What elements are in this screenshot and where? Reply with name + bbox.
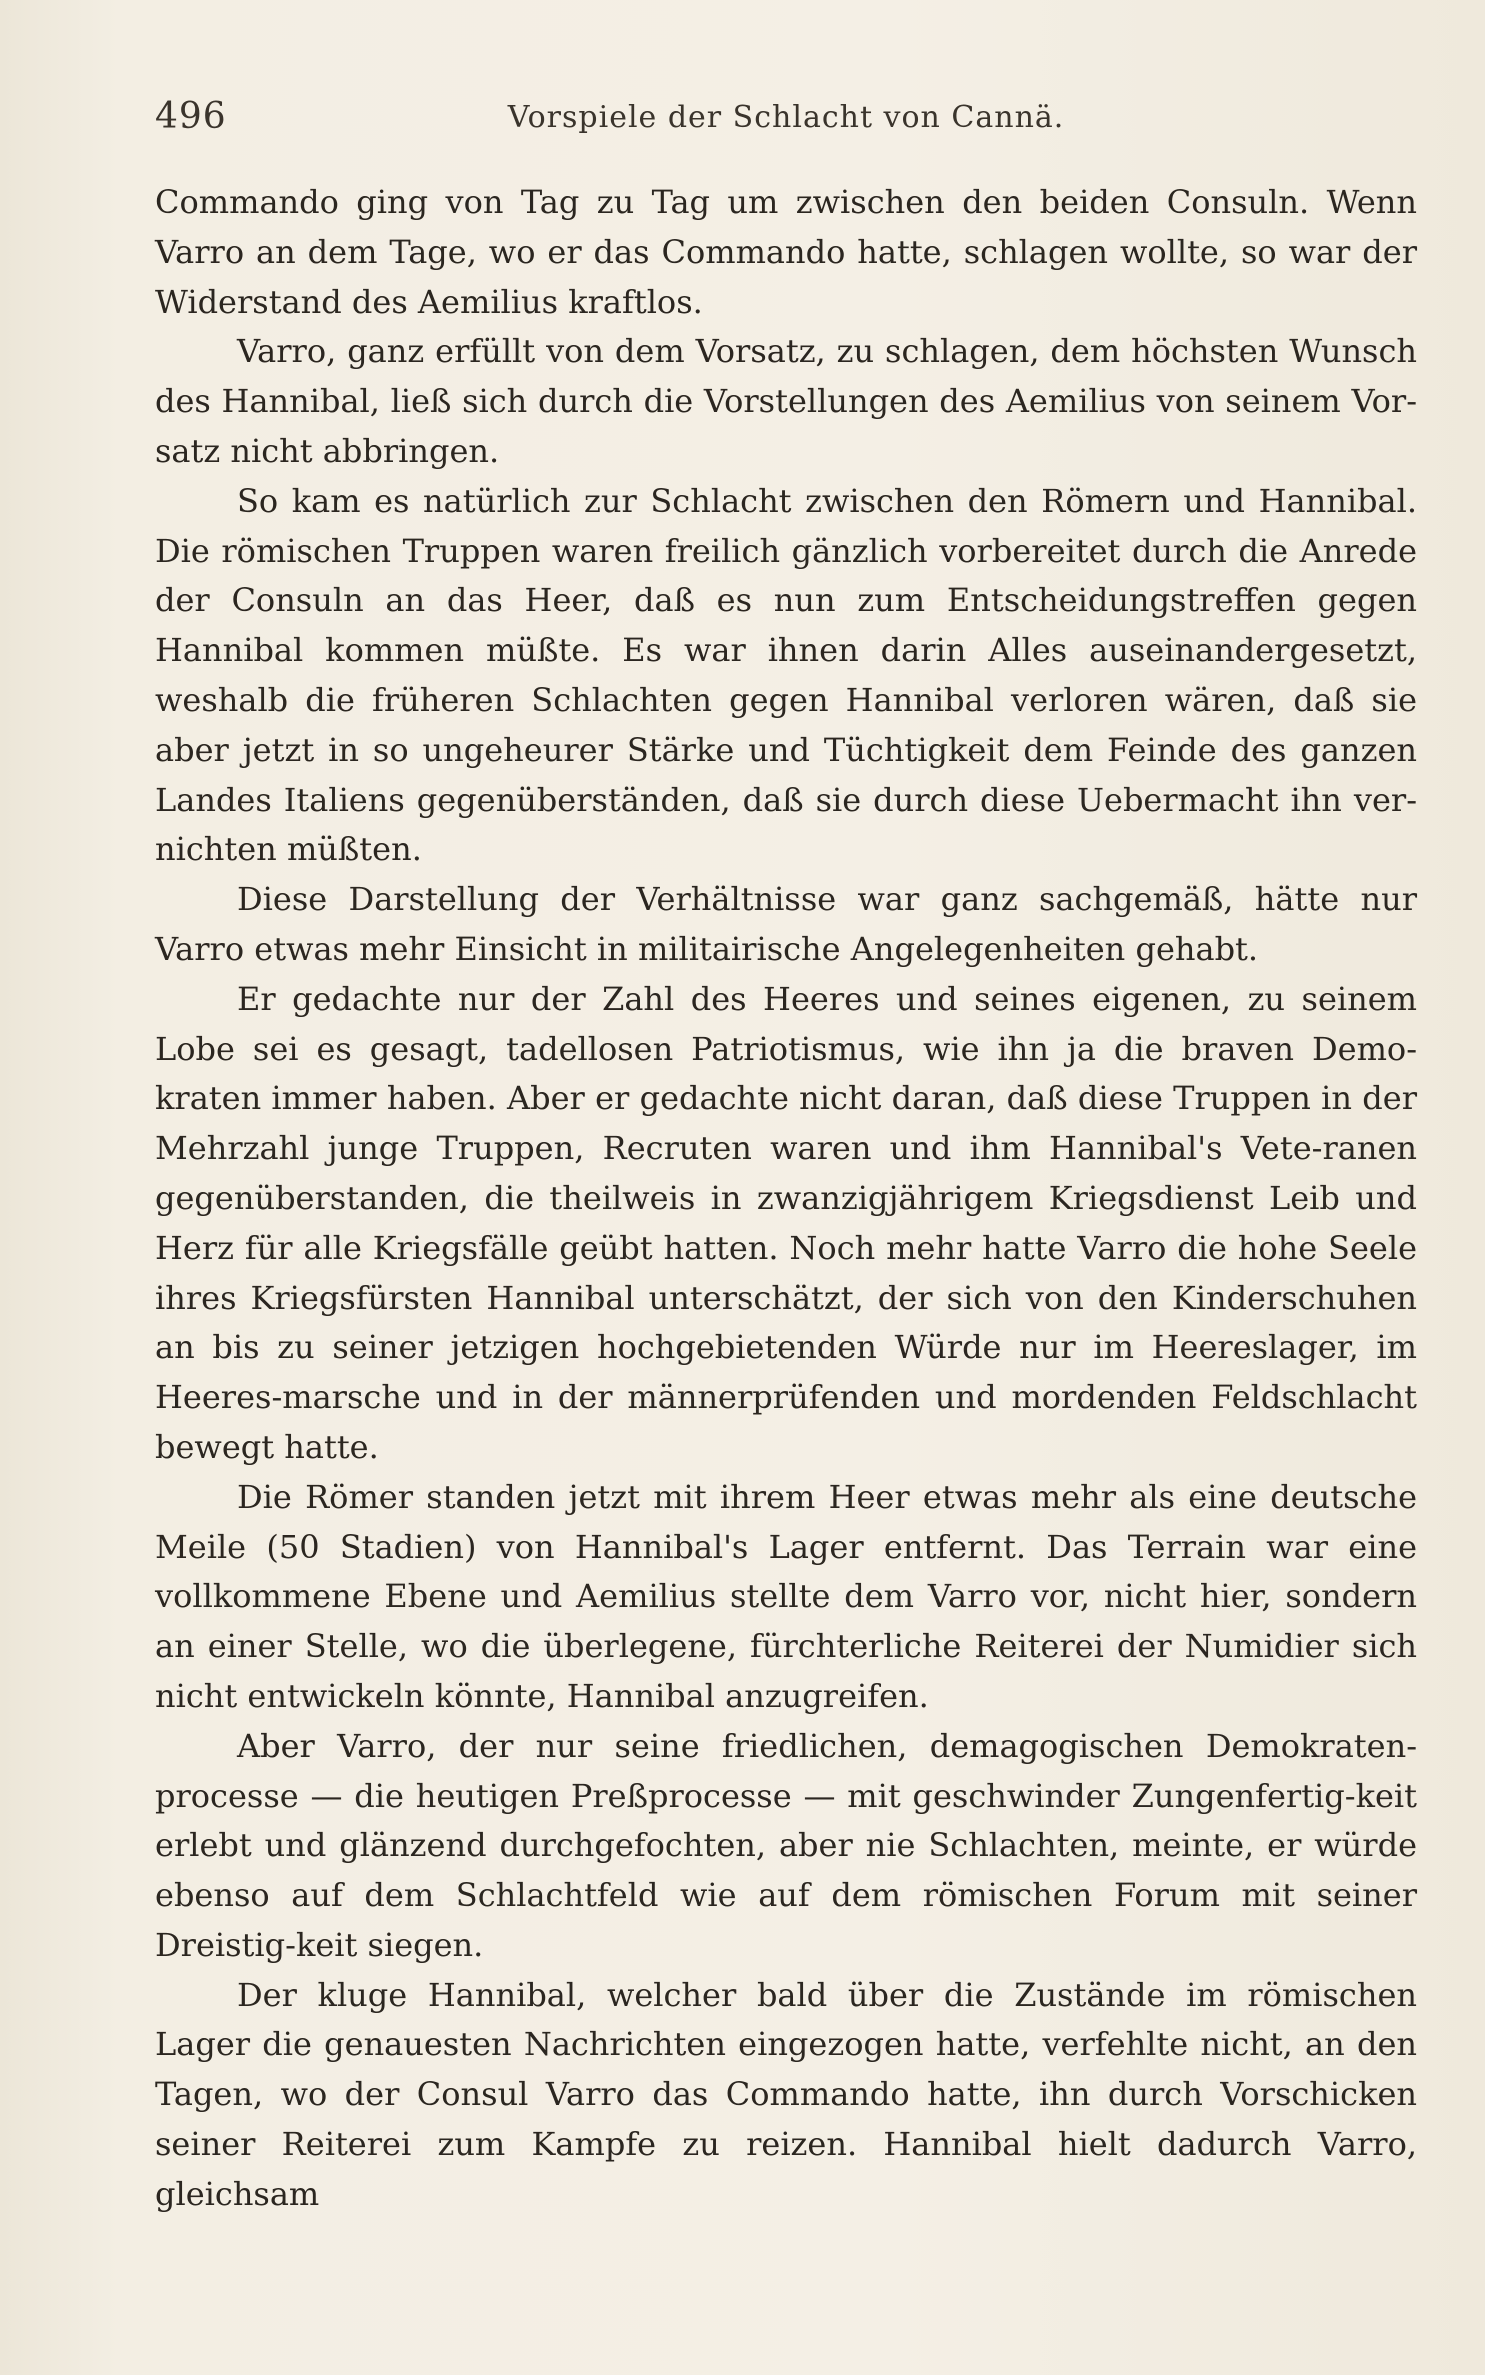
text-body: [155, 178, 1417, 2220]
paragraph: Die Römer standen jetzt mit ihrem Heer etwas mehr als eine deutsche Meile (50 Stadien) von Hannibal's Lager entfernt. Das Terrain war eine vollkommene Ebene und Aemilius stellte dem Varro vor, nicht hier, sondern an einer Stelle, wo die überlegene, fürchterliche Reiterei der Numidier sich nicht entwickeln könnte, Hannibal anzugreifen.: [155, 1477, 1417, 1715]
paragraph: Diese Darstellung der Verhältnisse war ganz sachgemäß, hätte nur Varro etwas mehr Einsicht in militairische Angelegenheiten gehabt.: [155, 880, 1417, 968]
paragraph: Aber Varro, der nur seine friedlichen, demagogischen Demokraten-processe — die heutigen Preßprocesse — mit geschwinder Zungenfertig-keit erlebt und glänzend durchgefochten, aber nie Schlachten, meinte, er würde ebenso auf dem Schlachtfeld wie auf dem römischen Forum mit seiner Dreistig-keit siegen.: [155, 1726, 1417, 1964]
paragraph: Commando ging von Tag zu Tag um zwischen den beiden Consuln. Wenn Varro an dem Tage, wo er das Commando hatte, schlagen wollte, so war der Widerstand des Aemilius kraftlos.: [155, 183, 1417, 321]
paragraph: Er gedachte nur der Zahl des Heeres und seines eigenen, zu seinem Lobe sei es gesagt, tadellosen Patriotismus, wie ihn ja die braven Demo-kraten immer haben. Aber er gedachte nicht daran, daß diese Truppen in der Mehrzahl junge Truppen, Recruten waren und ihm Hannibal's Vete-ranen gegenüberstanden, die theilweis in zwanzigjährigem Kriegsdienst Leib und Herz für alle Kriegsfälle geübt hatten. Noch mehr hatte Varro die hohe Seele ihres Kriegsfürsten Hannibal unterschätzt, der sich von den Kinderschuhen an bis zu seiner jetzigen hochgebietenden Würde nur im Heereslager, im Heeres-marsche und in der männerprüfenden und mordenden Feldschlacht bewegt hatte.: [155, 979, 1417, 1466]
page-header: [155, 96, 1417, 146]
paragraph: Varro, ganz erfüllt von dem Vorsatz, zu schlagen, dem höchsten Wunsch des Hannibal, ließ sich durch die Vorstellungen des Aemilius von seinem Vor-satz nicht abbringen.: [155, 332, 1417, 470]
running-head: Vorspiele der Schlacht von Cannä.: [507, 100, 1065, 135]
paragraph: So kam es natürlich zur Schlacht zwischen den Römern und Hannibal. Die römischen Truppen waren freilich gänzlich vorbereitet durch die Anrede der Consuln an das Heer, daß es nun zum Entscheidungstreffen gegen Hannibal kommen müßte. Es war ihnen darin Alles auseinandergesetzt, weshalb die früheren Schlachten gegen Hannibal verloren wären, daß sie aber jetzt in so ungeheurer Stärke und Tüchtigkeit dem Feinde des ganzen Landes Italiens gegenüberständen, daß sie durch diese Uebermacht ihn ver-nichten müßten.: [155, 481, 1417, 869]
paragraph: Der kluge Hannibal, welcher bald über die Zustände im römischen Lager die genauesten Nachrichten eingezogen hatte, verfehlte nicht, an den Tagen, wo der Consul Varro das Commando hatte, ihn durch Vorschicken seiner Reiterei zum Kampfe zu reizen. Hannibal hielt dadurch Varro, gleichsam: [155, 1975, 1417, 2213]
page-number: 496: [155, 96, 227, 137]
